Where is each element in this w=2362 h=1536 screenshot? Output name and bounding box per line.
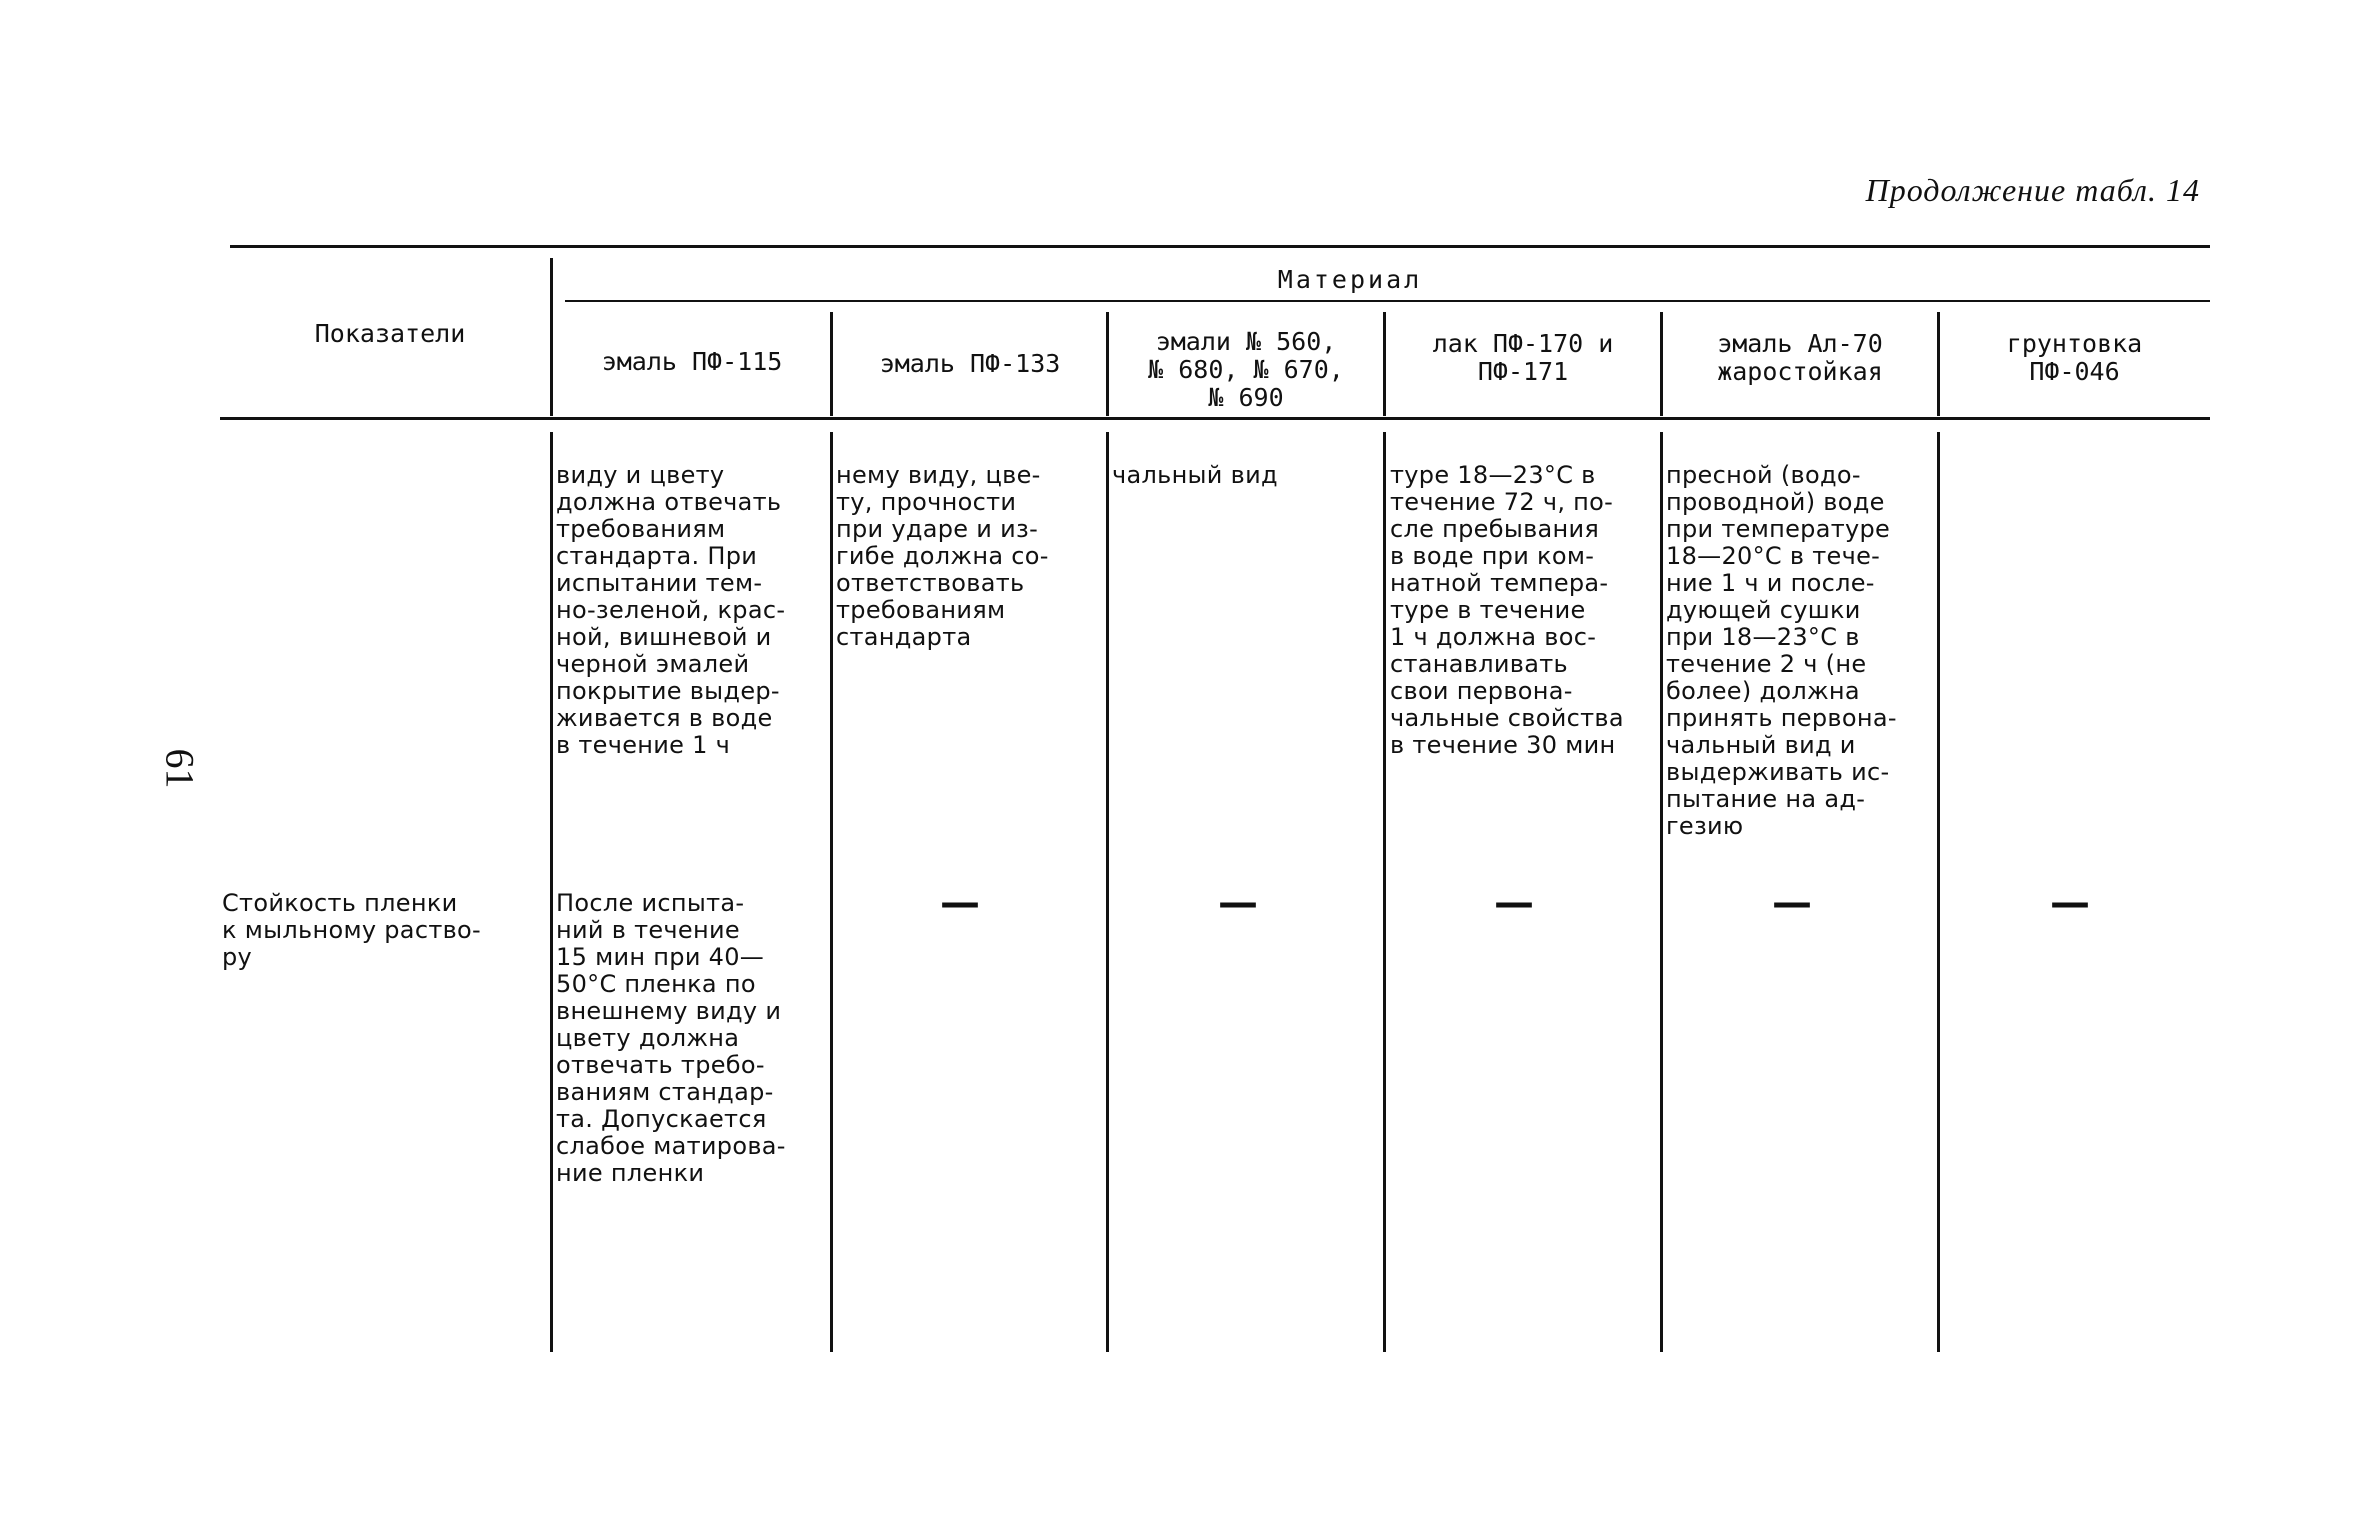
header-column: эмаль ПФ-133 bbox=[879, 349, 1061, 378]
empty-value-dash: — bbox=[2050, 880, 2090, 926]
table-cell: пресной (водо- проводной) воде при температуре 18—20°С в тече- ние 1 ч и после- дующей сушки при 18—23°С в течение 2 ч (не более) должна принять первона- чальный вид и выдерживать ис- пытание на ад- гезию bbox=[1666, 461, 1897, 840]
table-cell: нему виду, цве- ту, прочности при ударе и из- гибе должна со- ответствовать требованиям стандарта bbox=[836, 461, 1049, 651]
material-rule bbox=[565, 300, 2210, 302]
body-divider bbox=[1660, 432, 1663, 1352]
table-top-rule bbox=[230, 245, 2210, 248]
header-column: эмали № 560, № 680, № 670, № 690 bbox=[1148, 327, 1344, 412]
body-divider bbox=[550, 432, 553, 1352]
header-column: эмаль ПФ-115 bbox=[601, 347, 783, 376]
page-number: 61 bbox=[157, 748, 203, 789]
header-divider bbox=[1660, 312, 1663, 416]
header-divider bbox=[1383, 312, 1386, 416]
table-caption: Продолжение табл. 14 bbox=[1865, 172, 2200, 208]
empty-value-dash: — bbox=[940, 880, 980, 926]
header-indicators: Показатели bbox=[314, 319, 466, 348]
body-divider bbox=[1937, 432, 1940, 1352]
empty-value-dash: — bbox=[1772, 880, 1812, 926]
header-column: лак ПФ-170 и ПФ-171 bbox=[1432, 329, 1614, 386]
header-column: эмаль Ал-70 жаростойкая bbox=[1717, 329, 1883, 386]
header-divider bbox=[550, 258, 553, 416]
table-cell: чальный вид bbox=[1112, 461, 1278, 489]
table-cell: После испыта- ний в течение 15 мин при 40— 50°С пленка по внешнему виду и цвету должна отвечать требо- ваниям стандар- та. Допускается слабое матирова- ние пленки bbox=[556, 889, 786, 1187]
row-indicator: Стойкость пленки к мыльному раство- ру bbox=[222, 889, 481, 971]
body-divider bbox=[830, 432, 833, 1352]
table-cell: туре 18—23°С в течение 72 ч, по- сле пребывания в воде при ком- натной темпера- туре в течение 1 ч должна вос- станавливать свои первона- чальные свойства в течение 30 мин bbox=[1390, 461, 1624, 759]
header-bottom-rule bbox=[220, 417, 2210, 420]
body-divider bbox=[1383, 432, 1386, 1352]
empty-value-dash: — bbox=[1218, 880, 1258, 926]
header-column: грунтовка ПФ-046 bbox=[2006, 329, 2143, 386]
empty-value-dash: — bbox=[1494, 880, 1534, 926]
header-divider bbox=[1937, 312, 1940, 416]
header-material: Материал bbox=[1277, 265, 1423, 294]
body-divider bbox=[1106, 432, 1109, 1352]
table-cell: виду и цвету должна отвечать требованиям стандарта. При испытании тем- но-зеленой, крас- ной, вишневой и черной эмалей покрытие выдер- живается в воде в течение 1 ч bbox=[556, 461, 786, 759]
header-divider bbox=[830, 312, 833, 416]
header-divider bbox=[1106, 312, 1109, 416]
